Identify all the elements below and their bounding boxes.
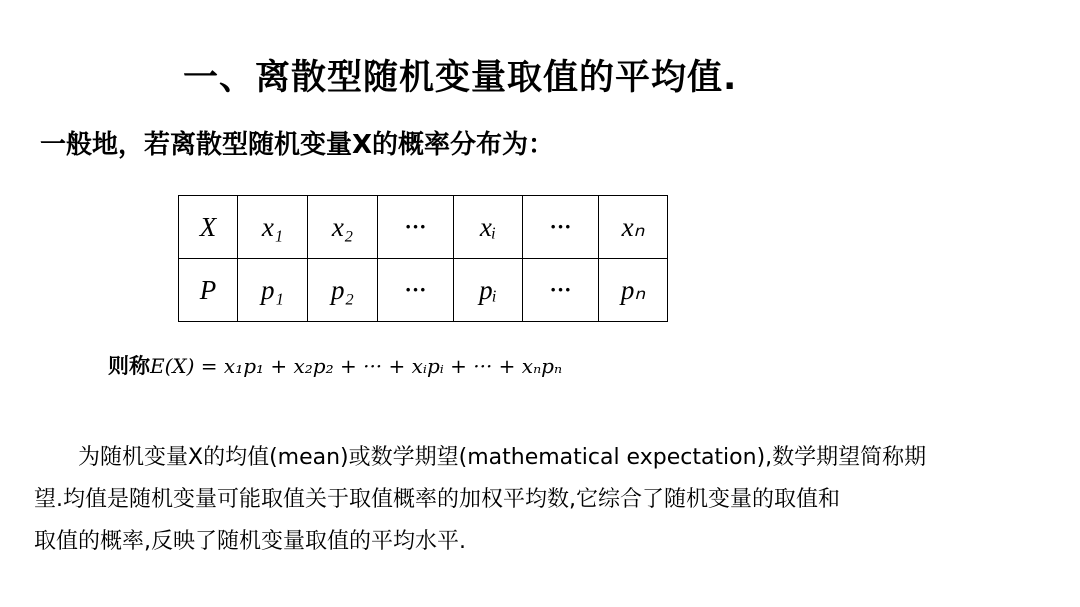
table-cell: p₁ (238, 259, 308, 322)
definition-paragraph (34, 437, 1034, 563)
table-row-p (179, 259, 668, 322)
table-cell: P (179, 259, 238, 322)
table-cell: xₙ (599, 196, 668, 259)
paragraph-line: 为随机变量X的均值(mean)或数学期望(mathematical expectation),数学期望简称期 (78, 445, 927, 470)
slide-title: 一、离散型随机变量取值的平均值. (183, 58, 738, 98)
intro-text: 一般地，若离散型随机变量X的概率分布为： (40, 130, 555, 160)
table-cell: x₂ (308, 196, 378, 259)
table-cell: pₙ (599, 259, 668, 322)
paragraph-line: 望.均值是随机变量可能取值关于取值概率的加权平均数,它综合了随机变量的取值和 (34, 487, 840, 512)
table-cell: p₂ (308, 259, 378, 322)
table-cell: pᵢ (454, 259, 523, 322)
table-cell: x₁ (238, 196, 308, 259)
table-cell: ··· (378, 259, 454, 322)
formula-prefix: 则称 (108, 353, 150, 378)
table-row-x (179, 196, 668, 259)
table-cell: ··· (523, 259, 599, 322)
probability-distribution-table (178, 195, 668, 322)
table-cell: X (179, 196, 238, 259)
table-cell: xᵢ (454, 196, 523, 259)
formula-expression: E(X) = x₁p₁ + x₂p₂ + ··· + xᵢpᵢ + ··· + xₙpₙ (150, 354, 563, 378)
table-cell: ··· (378, 196, 454, 259)
paragraph-line: 取值的概率,反映了随机变量取值的平均水平. (34, 529, 466, 554)
expectation-formula (108, 350, 562, 380)
table-cell: ··· (523, 196, 599, 259)
